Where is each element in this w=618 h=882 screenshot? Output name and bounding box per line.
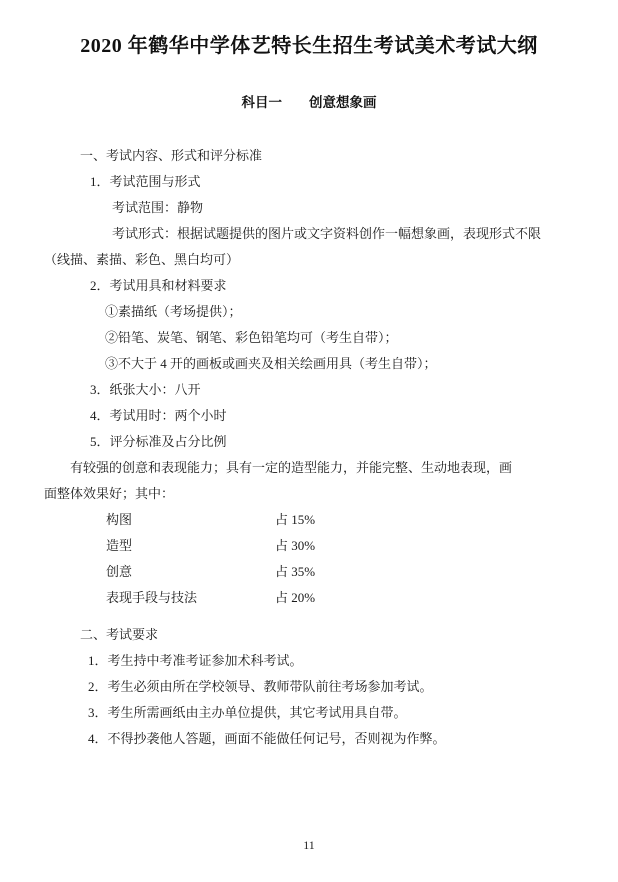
page-number: 11 [303, 838, 315, 852]
requirement-item-1: 1．考生持中考准考证参加术科考试。 [88, 653, 303, 668]
exam-scope-line: 考试范围：静物 [112, 200, 204, 215]
exam-form-line-1: 考试形式：根据试题提供的图片或文字资料创作一幅想象画，表现形式不限 [112, 226, 542, 241]
exam-form-line-2: （线描、素描、彩色、黑白均可） [44, 252, 240, 267]
section2-heading: 二、考试要求 [80, 627, 159, 642]
scoring-row-modeling [0, 533, 618, 559]
scoring-value: 占 15% [275, 512, 316, 527]
scoring-label: 表现手段与技法 [106, 590, 198, 605]
section1-item2-title: 2．考试用具和材料要求 [90, 278, 227, 293]
requirement-item-3: 3．考生所需画纸由主办单位提供，其它考试用具自带。 [88, 705, 407, 720]
scoring-label: 造型 [106, 538, 133, 553]
subject-line [0, 94, 618, 112]
tool-item-2: ②铅笔、炭笔、钢笔、彩色铅笔均可（考生自带）； [105, 330, 398, 345]
subject-name: 创意想象画 [309, 95, 377, 110]
section1-item1-title: 1．考试范围与形式 [90, 174, 201, 189]
scoring-row-composition [0, 507, 618, 533]
criteria-paragraph-line-2: 面整体效果好；其中： [44, 486, 175, 501]
tool-item-3: ③不大于 4 开的画板或画夹及相关绘画用具（考生自带）； [105, 356, 437, 371]
scoring-row-creativity [0, 559, 618, 585]
requirement-item-2: 2．考生必须由所在学校领导、教师带队前往考场参加考试。 [88, 679, 433, 694]
section1-heading: 一、考试内容、形式和评分标准 [80, 148, 263, 163]
tool-item-1: ①素描纸（考场提供）； [105, 304, 242, 319]
scoring-value: 占 20% [275, 590, 316, 605]
scoring-value: 占 35% [275, 564, 316, 579]
scoring-value: 占 30% [275, 538, 316, 553]
section1-item3-title: 3．纸张大小：八开 [90, 382, 201, 397]
subject-label: 科目一 [241, 95, 282, 110]
scoring-label: 创意 [106, 564, 133, 579]
criteria-paragraph-line-1: 有较强的创意和表现能力；具有一定的造型能力，并能完整、生动地表现，画 [70, 460, 513, 475]
scoring-row-technique [0, 585, 618, 611]
document-title: 2020 年鹤华中学体艺特长生招生考试美术考试大纲 [80, 35, 538, 57]
scoring-label: 构图 [106, 512, 133, 527]
section1-item5-title: 5．评分标准及占分比例 [90, 434, 227, 449]
document-body [0, 143, 618, 752]
section1-item4-title: 4．考试用时：两个小时 [90, 408, 227, 423]
requirement-item-4: 4．不得抄袭他人答题，画面不能做任何记号，否则视为作弊。 [88, 731, 446, 746]
